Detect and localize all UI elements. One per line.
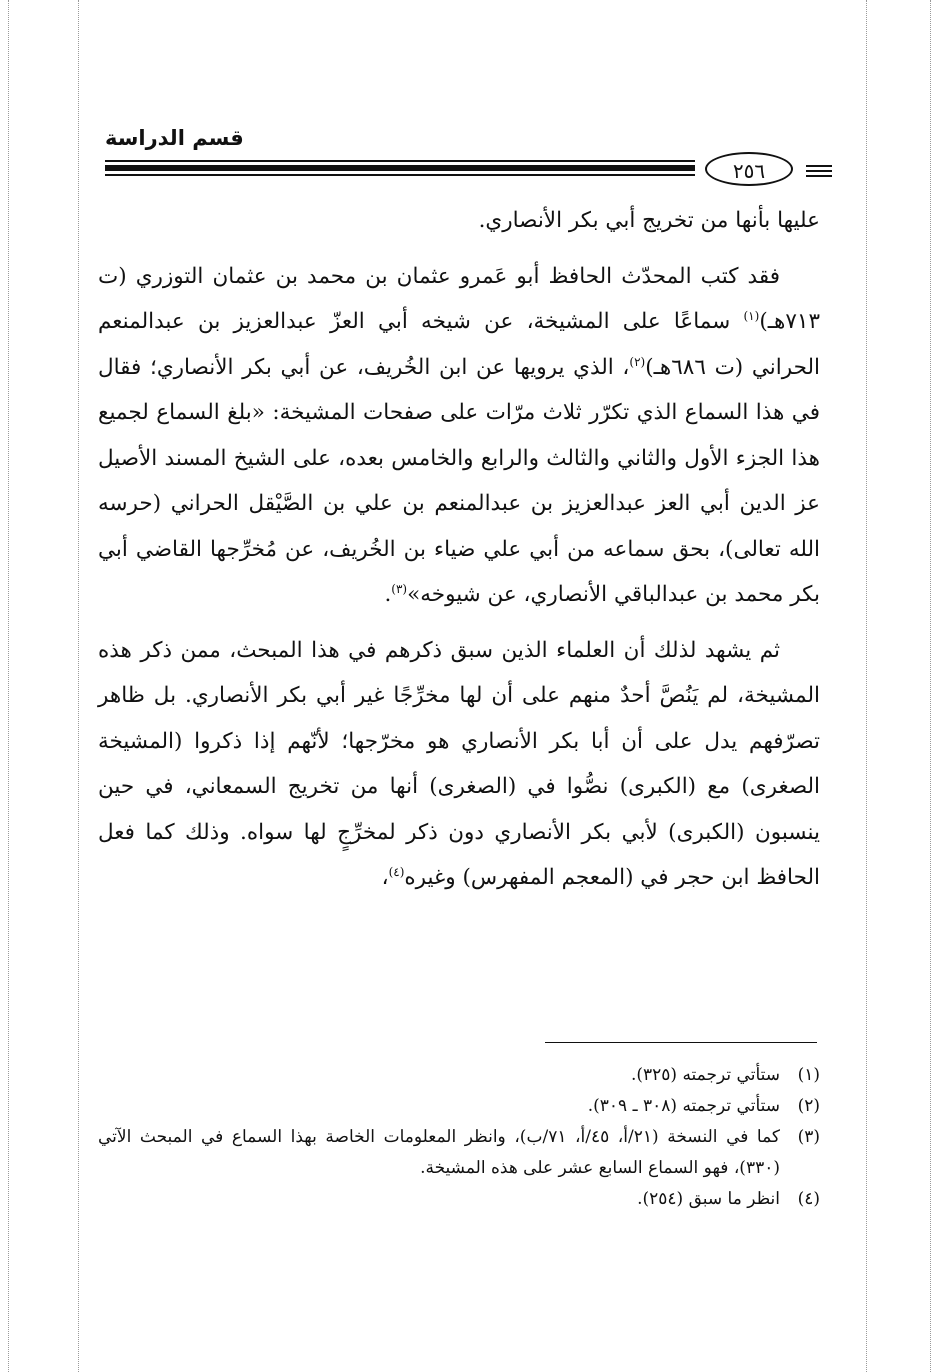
paragraph-1-text: عليها بأنها من تخريج أبي بكر الأنصاري.: [478, 208, 820, 233]
main-text: [98, 198, 820, 911]
paragraph-3-text-b: ،: [381, 865, 389, 890]
footnote-ref-4: (٤): [388, 864, 405, 879]
header-rule-right-3: [806, 175, 832, 177]
footnote-number: (٤): [797, 1189, 820, 1209]
page-number: ٢٥٦: [705, 152, 793, 186]
paragraph-2-text-b: سماعًا على المشيخة، عن شيخه أبي العزّ عبدالعزيز بن عبدالمنعم الحراني (ت ٦٨٦هـ): [98, 309, 820, 380]
footnote-ref-3: (٣): [391, 581, 408, 596]
footnote-number: (٢): [797, 1096, 820, 1116]
paragraph-3: [98, 628, 820, 901]
scan-margin-dots-right: [930, 0, 931, 1372]
footnote-text: كما في النسخة (٢١/أ، ٤٥/أ، ٧١/ب)، وانظر المعلومات الخاصة بهذا السماع في المبحث الآتي (٣٣٠)، فهو السماع السابع عشر على هذه المشيخة.: [98, 1127, 781, 1178]
scan-margin-dots-left: [8, 0, 9, 1372]
scan-margin-dots-left-inner: [78, 0, 79, 1372]
paragraph-2: [98, 254, 820, 618]
header-rule-thick: [105, 165, 695, 171]
header-rule-thin: [105, 160, 695, 162]
footnote-text: انظر ما سبق (٢٥٤).: [637, 1189, 780, 1209]
scan-margin-dots-right-inner: [866, 0, 867, 1372]
header-rule-right-2: [806, 170, 832, 172]
paragraph-2-text-c: ، الذي يرويها عن ابن الخُريف، عن أبي بكر الأنصاري؛ فقال في هذا السماع الذي تكرّر ثلاث مرّات على صفحات المشيخة: «بلغ السماع لجميع هذا الجزء الأول والثاني والثالث والرابع والخامس بعده، على الشيخ المسند الأصيل عز الدين أبي العز عبدالعزيز بن عبدالمنعم بن علي بن الصَّيْقل الحراني (حرسه الله تعالى)، بحق سماعه من أبي علي ضياء بن الخُريف، عن مُخرِّجها القاضي أبي بكر محمد بن عبدالباقي الأنصاري، عن شيوخه»: [98, 354, 820, 607]
footnote-separator: [545, 1042, 817, 1043]
section-title: قسم الدراسة: [105, 126, 244, 150]
footnote-text: ستأتي ترجمته (٣٢٥).: [630, 1065, 780, 1085]
footnote-4: [98, 1184, 820, 1215]
header-rule-thin-lower: [105, 174, 695, 176]
paragraph-2-text-a: فقد كتب المحدّث الحافظ أبو عَمرو عثمان بن محمد بن عثمان التوزري (ت ٧١٣هـ): [98, 263, 820, 334]
header-rule-right-1: [806, 165, 832, 167]
footnote-1: [98, 1060, 820, 1091]
paragraph-1: [98, 198, 820, 244]
footnote-2: [98, 1091, 820, 1122]
footnote-ref-1: (١): [743, 308, 760, 323]
footnote-text: ستأتي ترجمته (٣٠٨ ـ ٣٠٩).: [587, 1096, 780, 1116]
footnote-3: [98, 1122, 820, 1184]
footnote-ref-2: (٢): [629, 354, 646, 369]
footnote-number: (١): [797, 1065, 820, 1085]
footnote-number: (٣): [797, 1127, 820, 1147]
paragraph-3-text-a: ثم يشهد لذلك أن العلماء الذين سبق ذكرهم في هذا المبحث، ممن ذكر هذه المشيخة، لم يَنُصَّ أحدٌ منهم على أن لها مخرِّجًا غير أبي بكر الأنصاري. بل ظاهر تصرّفهم يدل على أن أبا بكر الأنصاري هو مخرّجها؛ لأنّهم إذا ذكروا (المشيخة الصغرى) مع (الكبرى) نصُّوا في (الصغرى) أنها من تخريج السمعاني، في حين ينسبون (الكبرى) لأبي بكر الأنصاري دون ذكر لمخرِّجٍ لها سواه. وذلك كما فعل الحافظ ابن حجر في (المعجم المفهرس) وغيره: [98, 637, 820, 890]
paragraph-2-text-d: .: [384, 582, 392, 607]
footnotes: [98, 1060, 820, 1215]
